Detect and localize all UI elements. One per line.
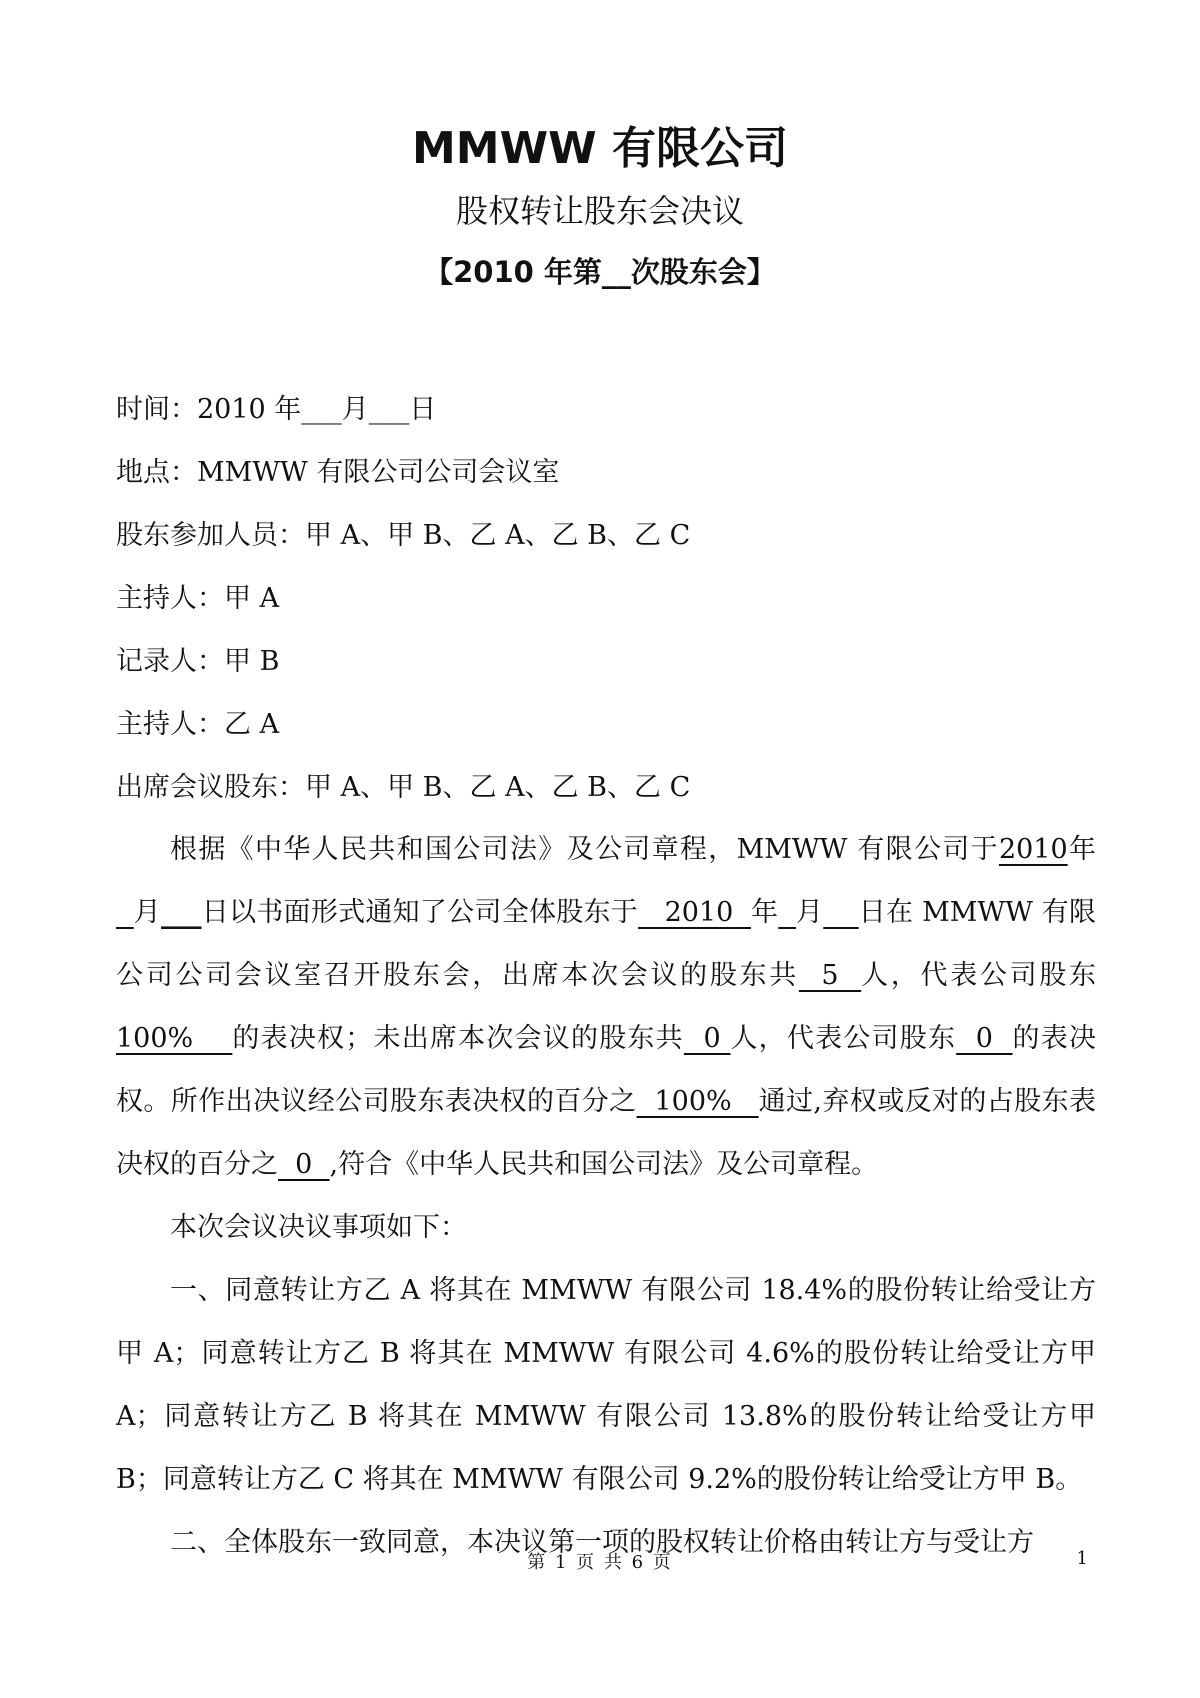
paragraph-item-1: 一、同意转让方乙 A 将其在 MMWW 有限公司 18.4%的股份转让给受让方甲 A；同意转让方乙 B 将其在 MMWW 有限公司 4.6%的股份转让给受让方甲 A；同意转让方乙 B 将其在 MMWW 有限公司 13.8%的股份转让给受让方甲 B；同意转让方乙 C 将其在 MMWW 有限公司 9.2%的股份转让给受让方甲 B。	[116, 1275, 1096, 1495]
blank-attendee-count: 5	[798, 960, 862, 991]
attending-shareholders: 出席会议股东：甲 A、甲 B、乙 A、乙 B、乙 C	[116, 772, 691, 803]
blank-day: ___	[160, 897, 202, 928]
host-second: 主持人：乙 A	[116, 709, 280, 740]
blank-meeting-month	[778, 897, 796, 928]
paragraph-items-intro: 本次会议决议事项如下：	[170, 1212, 467, 1243]
participants: 股东参加人员：甲 A、甲 B、乙 A、乙 B、乙 C	[116, 520, 691, 551]
company-title: MMWW 有限公司	[412, 123, 788, 174]
host: 主持人：甲 A	[116, 583, 280, 614]
blank-absent-count: 0	[683, 1023, 731, 1054]
document-title: 股权转让股东会决议	[455, 192, 744, 230]
meeting-time: 时间：2010 年___月___日	[116, 394, 437, 425]
session-label: 【2010 年第__次股东会】	[424, 255, 776, 289]
blank-month	[116, 897, 134, 928]
meeting-info	[116, 378, 1096, 819]
meeting-place: 地点：MMWW 有限公司公司会议室	[116, 457, 560, 488]
page-footer: 第 1 页 共 6 页	[527, 1552, 673, 1573]
paragraph-basis: 根据《中华人民共和国公司法》及公司章程，MMWW 有限公司于2010年 月___日以书面形式通知了公司全体股东于 2010 年 月 日在 MMWW 有限公司公司会议室召开股东会，出席本次会议的股东共 5 人，代表公司股东100% 的表决权；未出席本次会议的股东共 0 人，代表公司股东 0 的表决权。所作出决议经公司股东表决权的百分之 100% 通过,弃权或反对的占股东表决权的百分之 0 ,符合《中华人民共和国公司法》及公司章程。	[116, 834, 1097, 1180]
blank-approval-percent: 100%	[636, 1086, 759, 1117]
blank-attendee-percent: 100%	[116, 1023, 233, 1054]
blank-meeting-year: 2010	[638, 897, 752, 928]
blank-year: 2010	[998, 834, 1068, 865]
page-number: 1	[1076, 1548, 1088, 1569]
recorder: 记录人：甲 B	[116, 646, 280, 677]
blank-absent-percent: 0	[956, 1023, 1013, 1054]
blank-meeting-day	[823, 897, 858, 928]
resolution-body	[116, 818, 1096, 1574]
paragraph-item-2: 二、全体股东一致同意，本决议第一项的股权转让价格由转让方与受让方	[170, 1527, 1034, 1558]
blank-against-percent: 0	[278, 1149, 330, 1180]
